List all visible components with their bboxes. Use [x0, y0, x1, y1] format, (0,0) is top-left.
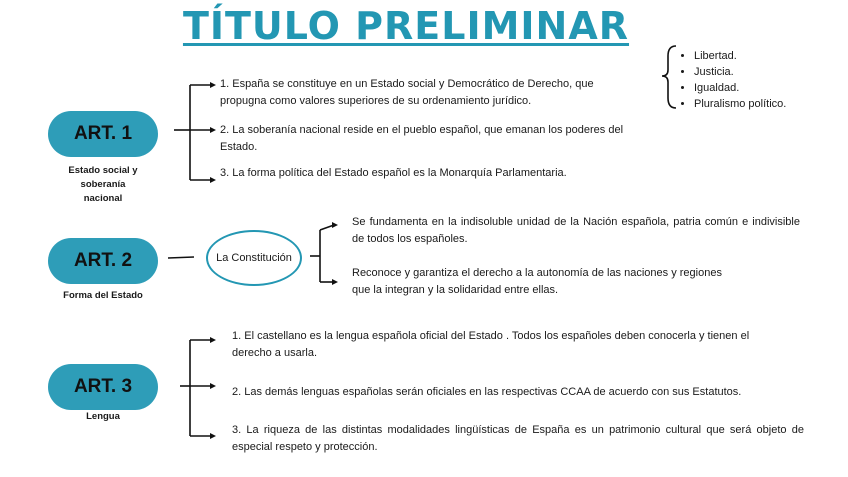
text-line: propugna como valores superiores de su ordenamiento jurídico. [220, 95, 532, 107]
values-brace [662, 46, 676, 108]
art3-point-3: 3. La riqueza de las distintas modalidades lingüísticas de España es un patrimonio cultural que será objeto de especial respeto y protección. [232, 424, 804, 453]
constitution-node: La Constitución [206, 230, 302, 286]
text-line: 2. La soberanía nacional reside en el pueblo español, que emanan los poderes del [220, 124, 624, 136]
art3-pill: ART. 3 [48, 364, 158, 410]
values-list [680, 48, 786, 112]
art1-arrow-3 [210, 177, 216, 183]
art1-point-2 [220, 122, 623, 156]
value-item: • Igualdad. [694, 80, 786, 96]
art1-pill: ART. 1 [48, 111, 158, 157]
value-item: • Justicia. [694, 64, 786, 80]
art2-subtitle: Forma del Estado [63, 290, 143, 301]
art2-pill: ART. 2 [48, 238, 158, 284]
text-line: Reconoce y garantiza el derecho a la autonomía de las naciones y regiones [352, 267, 722, 279]
art3-arrow-3 [210, 433, 216, 439]
art3-point-2: 2. Las demás lenguas españolas serán oficiales en las respectivas CCAA de acuerdo con sus Estatutos. [232, 386, 742, 398]
text-line: 1. El castellano es la lengua española oficial del Estado . Todos los españoles deben conocerla y tienen el [232, 330, 750, 342]
art1-subtitle [48, 164, 158, 206]
art2-point-1: Se fundamenta en la indisoluble unidad de la Nación española, patria común e indivisible de todos los españoles. [352, 216, 800, 245]
art1-arrow-1 [210, 82, 216, 88]
page-title: TÍTULO PRELIMINAR [182, 4, 630, 48]
art1-subtitle-line: nacional [83, 193, 123, 204]
art3-arrow-1 [210, 337, 216, 343]
value-item: • Pluralismo político. [694, 96, 786, 112]
art1-point-1 [220, 76, 594, 110]
art2-arrow-2 [332, 279, 338, 285]
value-item: • Libertad. [694, 48, 786, 64]
art3-subtitle: Lengua [86, 411, 120, 422]
art1-subtitle-line: Estado social y [68, 165, 138, 176]
art1-point-3: 3. La forma política del Estado español es la Monarquía Parlamentaria. [220, 167, 567, 179]
art2-arrow-1 [332, 222, 338, 228]
text-line: Estado. [220, 141, 258, 153]
art3-point-1 [232, 328, 749, 362]
art2-point-2 [352, 265, 722, 299]
art2-bracket-top [320, 225, 334, 230]
art1-subtitle-line: soberanía [80, 179, 126, 190]
art1-arrow-2 [210, 127, 216, 133]
art3-arrow-2 [210, 383, 216, 389]
text-line: 1. España se constituye en un Estado social y Democrático de Derecho, que [220, 78, 594, 90]
art2-connector [168, 257, 194, 258]
text-line: derecho a usarla. [232, 347, 317, 359]
text-line: que la integran y la solidaridad entre ellas. [352, 284, 559, 296]
